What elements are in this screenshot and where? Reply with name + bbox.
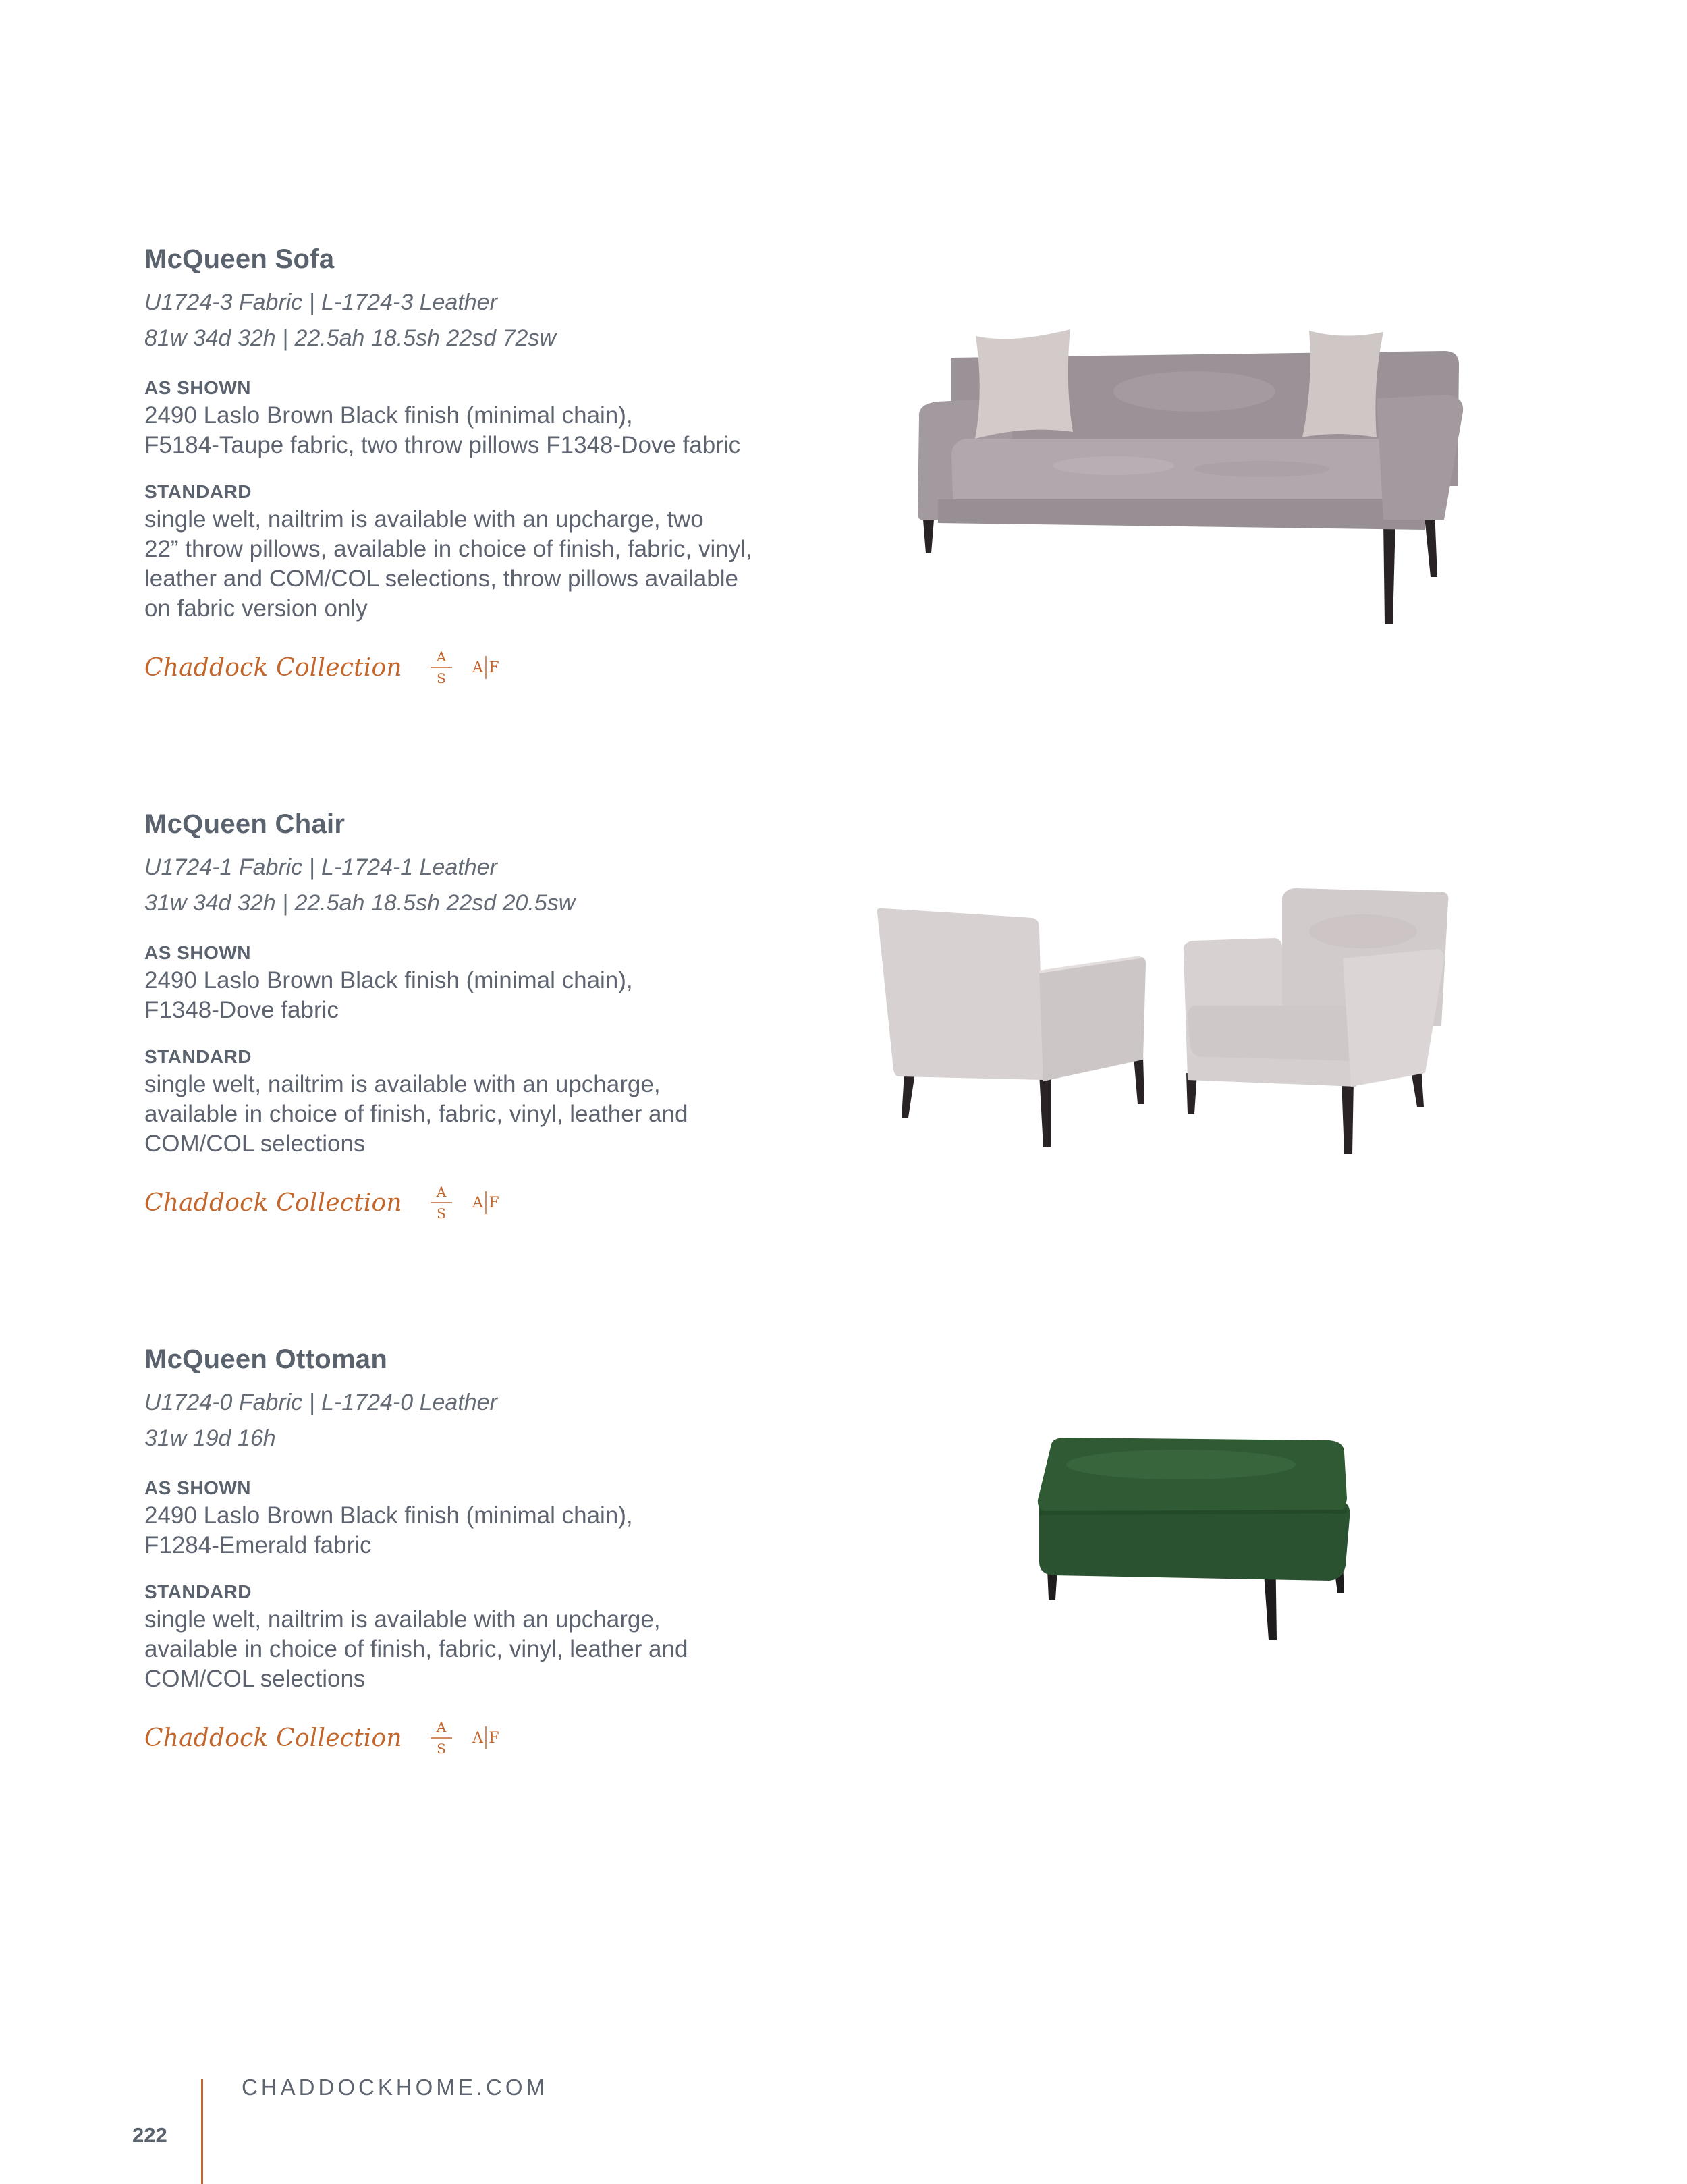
as-shown-line: 2490 Laslo Brown Black finish (minimal chain), — [144, 1502, 633, 1529]
page-number: 222 — [132, 2123, 167, 2147]
standard-line: single welt, nailtrim is available with an upcharge, two — [144, 506, 704, 533]
as-shown-text — [144, 1501, 860, 1560]
logo-letter-left: A — [472, 1730, 483, 1747]
chair-front-view-image — [1174, 884, 1458, 1161]
product-sku: U1724-0 Fabric | L-1724-0 Leather — [144, 1390, 497, 1415]
as-shown-line: 2490 Laslo Brown Black finish (minimal chain), — [144, 967, 633, 993]
logo-letter-top: A — [436, 649, 446, 665]
standard-line: COM/COL selections — [144, 1666, 366, 1692]
as-shown-line: 2490 Laslo Brown Black finish (minimal chain), — [144, 402, 633, 429]
standard-line: single welt, nailtrim is available with an upcharge, — [144, 1071, 661, 1097]
logo-letter-right: F — [489, 1195, 499, 1211]
standard-text — [144, 1605, 860, 1694]
standard-line: COM/COL selections — [144, 1130, 366, 1157]
product-sku: U1724-1 Fabric | L-1724-1 Leather — [144, 854, 497, 880]
logo-letter-left: A — [472, 1195, 483, 1211]
chair-back-view-image — [870, 904, 1154, 1154]
logo-letter-top: A — [436, 1184, 446, 1200]
ottoman-image — [1032, 1438, 1350, 1654]
asaf-logo — [428, 1714, 509, 1762]
product-dimensions: 31w 34d 32h | 22.5ah 18.5sh 22sd 20.5sw — [144, 890, 576, 916]
collection-mark — [144, 1179, 860, 1226]
collection-name: Chaddock Collection — [144, 653, 402, 682]
footer-divider — [201, 2079, 203, 2184]
product-ottoman — [144, 1343, 860, 1762]
footer-website: CHADDOCKHOME.COM — [242, 2075, 549, 2100]
logo-letter-bottom: S — [436, 1205, 446, 1222]
standard-line: leather and COM/COL selections, throw pillows available — [144, 566, 738, 592]
as-shown-text — [144, 966, 860, 1025]
logo-letter-right: F — [489, 659, 499, 676]
standard-line: 22” throw pillows, available in choice of finish, fabric, vinyl, — [144, 536, 752, 562]
logo-letter-bottom: S — [436, 1741, 446, 1757]
as-shown-label: AS SHOWN — [144, 942, 251, 963]
as-shown-text — [144, 401, 860, 460]
collection-mark — [144, 1714, 860, 1762]
standard-label: STANDARD — [144, 1581, 252, 1602]
standard-line: available in choice of finish, fabric, vinyl, leather and — [144, 1636, 688, 1662]
as-shown-line: F1284-Emerald fabric — [144, 1532, 372, 1558]
logo-letter-bottom: S — [436, 670, 446, 686]
product-title: McQueen Ottoman — [144, 1344, 388, 1374]
collection-name: Chaddock Collection — [144, 1724, 402, 1752]
standard-line: available in choice of finish, fabric, vinyl, leather and — [144, 1101, 688, 1127]
as-shown-line: F5184-Taupe fabric, two throw pillows F1348-Dove fabric — [144, 432, 741, 458]
standard-label: STANDARD — [144, 1046, 252, 1067]
logo-letter-left: A — [472, 659, 483, 676]
product-sofa — [144, 243, 860, 691]
product-sku: U1724-3 Fabric | L-1724-3 Leather — [144, 290, 497, 315]
as-shown-line: F1348-Dove fabric — [144, 997, 339, 1023]
product-dimensions: 81w 34d 32h | 22.5ah 18.5sh 22sd 72sw — [144, 325, 556, 351]
asaf-logo — [428, 1179, 509, 1226]
logo-letter-top: A — [436, 1719, 446, 1735]
product-title: McQueen Sofa — [144, 244, 335, 274]
collection-name: Chaddock Collection — [144, 1189, 402, 1217]
logo-letter-right: F — [489, 1730, 499, 1747]
standard-text — [144, 505, 860, 624]
as-shown-label: AS SHOWN — [144, 1477, 251, 1498]
product-chair — [144, 808, 860, 1226]
sofa-image — [911, 317, 1471, 634]
asaf-logo — [428, 644, 509, 691]
product-dimensions: 31w 19d 16h — [144, 1425, 276, 1451]
standard-line: on fabric version only — [144, 595, 368, 622]
standard-text — [144, 1070, 860, 1159]
product-title: McQueen Chair — [144, 809, 345, 839]
collection-mark — [144, 644, 860, 691]
standard-line: single welt, nailtrim is available with an upcharge, — [144, 1606, 661, 1633]
as-shown-label: AS SHOWN — [144, 377, 251, 398]
standard-label: STANDARD — [144, 481, 252, 502]
